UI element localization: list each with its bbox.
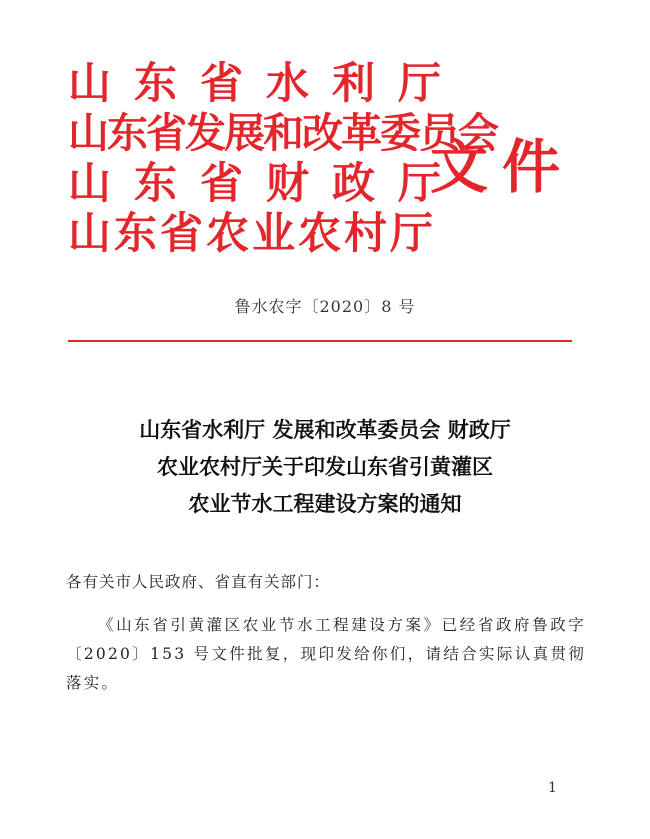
body-paragraph: 《山东省引黄灌区农业节水工程建设方案》已经省政府鲁政字〔2020〕153 号文件批复，现印发给你们，请结合实际认真贯彻落实。 [66, 616, 586, 692]
issuer-agriculture: 山东省农业农村厅 [68, 209, 436, 259]
document-body [66, 568, 586, 698]
title-line-3: 农业节水工程建设方案的通知 [188, 492, 462, 516]
page-number: 1 [548, 780, 557, 796]
issuer-water-resources: 山东省水利厅 [68, 59, 464, 109]
title-line-1: 山东省水利厅 发展和改革委员会 财政厅 [139, 418, 511, 442]
issuer-finance: 山东省财政厅 [68, 159, 464, 209]
salutation: 各有关市人民政府、省直有关部门： [66, 573, 331, 591]
document-type-label: 文件 [430, 133, 575, 201]
red-divider-line [68, 340, 572, 342]
issuer-development-reform: 山东省发展和改革委员会 [68, 109, 497, 157]
document-title [0, 412, 650, 523]
document-number: 鲁水农字〔2020〕8 号 [234, 297, 416, 316]
title-line-2: 农业农村厅关于印发山东省引黄灌区 [157, 455, 493, 479]
